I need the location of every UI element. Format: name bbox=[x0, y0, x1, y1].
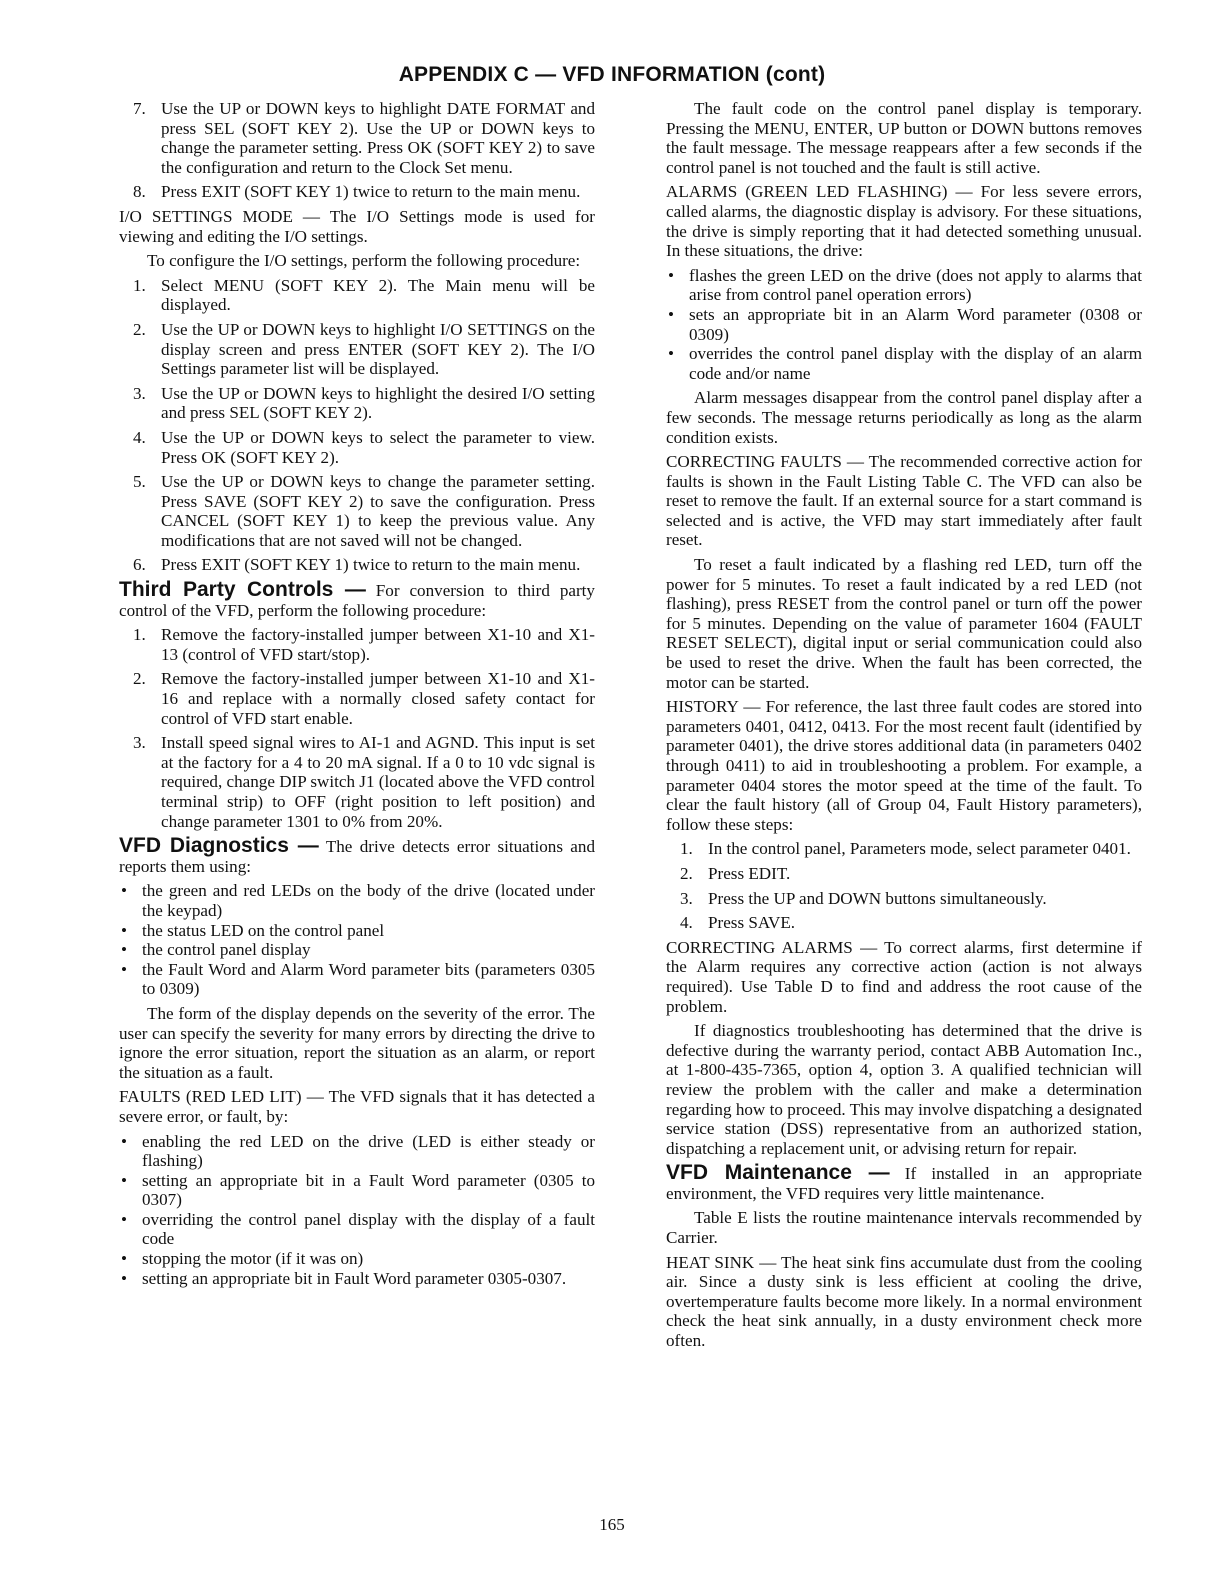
bullet-icon: • bbox=[668, 265, 674, 285]
step-text: In the control panel, Parameters mode, select parameter 0401. bbox=[708, 839, 1131, 859]
list-item bbox=[119, 1269, 595, 1289]
list-item bbox=[119, 1249, 595, 1269]
history-para: HISTORY — For reference, the last three fault codes are stored into parameters 0401, 0412, 0413. For the most recent fault (identified by parameter 0401), the drive stores additional data (in parameters 0402 through 0411) to aid in troubleshooting a problem. For example, a parameter 0404 stores the motor speed at the time of the fault. To clear the fault history (all of Group 04, Fault History parameters), follow these steps: bbox=[666, 697, 1142, 834]
bullet-icon: • bbox=[121, 940, 127, 960]
bullet-icon: • bbox=[668, 304, 674, 324]
list-item bbox=[119, 428, 595, 467]
list-item bbox=[119, 384, 595, 423]
third-party-intro-text: For conversion to third party control of the VFD, perform the following procedure: bbox=[119, 581, 595, 620]
bullet-text: stopping the motor (if it was on) bbox=[142, 1249, 364, 1269]
step-text: Use the UP or DOWN keys to highlight DATE FORMAT and press SEL (SOFT KEY 2). Use the UP or DOWN keys to change the parameter setting. Press OK (SOFT KEY 2) to save the configuration and return to the Clock Set menu. bbox=[161, 99, 595, 177]
third-party-controls-heading: Third Party Controls — bbox=[119, 578, 366, 602]
warranty-para: If diagnostics troubleshooting has determined that the drive is defective during the warranty period, contact ABB Automation Inc., at 1-800-435-7365, option 4, option 3. A qualified technician will review the problem with the caller and make a determination regarding how to proceed. This may involve dispatching a designated service station (DSS) representative from an authorized station, dispatching a replacement unit, or advising return for repair. bbox=[666, 1021, 1142, 1158]
list-item bbox=[119, 921, 595, 941]
bullet-text: the Fault Word and Alarm Word parameter bits (parameters 0305 to 0309) bbox=[142, 959, 595, 999]
fault-bullets bbox=[119, 1132, 595, 1289]
step-text: Press EXIT (SOFT KEY 1) twice to return to the main menu. bbox=[161, 182, 581, 202]
step-text: Install speed signal wires to AI-1 and AGND. This input is set at the factory for a 4 to 20 mA signal. If a 0 to 10 vdc signal is required, change DIP switch J1 (located above the VFD control terminal strip) to OFF (right position to left position) and change parameter 1301 to 0% from 20%. bbox=[161, 733, 595, 831]
step-number: 1. bbox=[133, 625, 146, 645]
alarm-messages-para: Alarm messages disappear from the control panel display after a few seconds. The message returns periodically as long as the alarm condition exists. bbox=[666, 388, 1142, 447]
step-number: 4. bbox=[680, 913, 693, 933]
clock-set-steps bbox=[119, 99, 595, 202]
step-number: 3. bbox=[133, 733, 146, 753]
step-text: Use the UP or DOWN keys to highlight I/O SETTINGS on the display screen and press ENTER (SOFT KEY 2). The I/O Settings parameter list will be displayed. bbox=[161, 319, 595, 379]
step-number: 8. bbox=[133, 182, 146, 202]
list-item bbox=[119, 182, 595, 202]
step-number: 6. bbox=[133, 555, 146, 575]
list-item bbox=[666, 889, 1142, 909]
step-text: Use the UP or DOWN keys to change the parameter setting. Press SAVE (SOFT KEY 2) to save the configuration. Press CANCEL (SOFT KEY 1) to keep the previous value. Any modifications that are not saved will not be changed. bbox=[161, 472, 595, 550]
fault-code-para: The fault code on the control panel display is temporary. Pressing the MENU, ENTER, UP button or DOWN buttons removes the fault message. The message reappears after a few seconds if the control panel is not touched and the fault is still active. bbox=[666, 99, 1142, 177]
step-number: 1. bbox=[680, 839, 693, 859]
faults-para: FAULTS (RED LED LIT) — The VFD signals that it has detected a severe error, or fault, by: bbox=[119, 1087, 595, 1126]
bullet-icon: • bbox=[121, 1209, 127, 1229]
step-text: Remove the factory-installed jumper between X1-10 and X1-16 and replace with a normally closed safety contact for control of VFD start enable. bbox=[161, 669, 595, 728]
list-item bbox=[119, 320, 595, 379]
bullet-text: overriding the control panel display with the display of a fault code bbox=[142, 1209, 595, 1249]
diagnostics-bullets bbox=[119, 881, 595, 999]
list-item bbox=[119, 1132, 595, 1171]
list-item bbox=[119, 733, 595, 831]
io-settings-steps bbox=[119, 276, 595, 575]
step-number: 1. bbox=[133, 275, 146, 295]
correcting-alarms-para: CORRECTING ALARMS — To correct alarms, first determine if the Alarm requires any corrective action (action is not always required). Use Table D to find and address the root cause of the problem. bbox=[666, 937, 1142, 1016]
list-item bbox=[666, 305, 1142, 344]
step-number: 4. bbox=[133, 427, 146, 447]
step-text: Press SAVE. bbox=[708, 913, 796, 933]
list-item bbox=[119, 669, 595, 728]
heat-sink-para: HEAT SINK — The heat sink fins accumulate dust from the cooling air. Since a dusty sink is less efficient at cooling the drive, overtemperature faults become more likely. In a normal environment check the heat sink annually, in a dusty environment check more often. bbox=[666, 1252, 1142, 1351]
vfd-diagnostics-heading: VFD Diagnostics — bbox=[119, 834, 319, 858]
list-item bbox=[666, 266, 1142, 305]
step-number: 2. bbox=[680, 863, 693, 883]
list-item bbox=[119, 472, 595, 550]
step-number: 5. bbox=[133, 472, 146, 492]
bullet-text: overrides the control panel display with the display of an alarm code and/or name bbox=[689, 344, 1142, 383]
page-header: APPENDIX C — VFD INFORMATION (cont) bbox=[398, 63, 826, 86]
vfd-maintenance-heading: VFD Maintenance — bbox=[666, 1161, 890, 1185]
bullet-text: the status LED on the control panel bbox=[142, 920, 385, 940]
diagnostics-intro bbox=[119, 836, 595, 876]
step-text: Use the UP or DOWN keys to select the parameter to view. Press OK (SOFT KEY 2). bbox=[161, 427, 595, 467]
step-text: Press the UP and DOWN buttons simultaneously. bbox=[708, 888, 1047, 908]
bullet-text: the control panel display bbox=[142, 940, 311, 960]
bullet-text: the green and red LEDs on the body of the drive (located under the keypad) bbox=[142, 881, 595, 920]
maintenance-intro bbox=[666, 1163, 1142, 1203]
step-number: 2. bbox=[133, 669, 146, 689]
list-item bbox=[119, 1210, 595, 1249]
third-party-intro bbox=[119, 580, 595, 620]
step-text: Press EDIT. bbox=[708, 863, 791, 883]
table-e-para: Table E lists the routine maintenance intervals recommended by Carrier. bbox=[666, 1208, 1142, 1248]
list-item bbox=[666, 913, 1142, 933]
bullet-icon: • bbox=[121, 1268, 127, 1288]
list-item bbox=[119, 960, 595, 999]
bullet-text: sets an appropriate bit in an Alarm Word parameter (0308 or 0309) bbox=[689, 304, 1142, 344]
list-item bbox=[666, 864, 1142, 884]
bullet-icon: • bbox=[121, 1170, 127, 1190]
list-item bbox=[666, 839, 1142, 859]
list-item bbox=[119, 940, 595, 960]
step-text: Press EXIT (SOFT KEY 1) twice to return to the main menu. bbox=[161, 555, 581, 575]
step-number: 3. bbox=[133, 383, 146, 403]
step-text: Select MENU (SOFT KEY 2). The Main menu will be displayed. bbox=[161, 275, 595, 315]
bullet-icon: • bbox=[121, 959, 127, 979]
io-intro-para: To configure the I/O settings, perform the following procedure: bbox=[147, 251, 581, 271]
list-item bbox=[119, 555, 595, 575]
list-item bbox=[119, 881, 595, 920]
list-item bbox=[666, 344, 1142, 383]
reset-fault-para: To reset a fault indicated by a flashing red LED, turn off the power for 5 minutes. To reset a fault indicated by a red LED (not flashing), press RESET from the control panel or turn off the power for 5 minutes. Depending on the value of parameter 1604 (FAULT RESET SELECT), digital input or serial communication could also be used to reset the drive. When the fault has been corrected, the motor can be started. bbox=[666, 555, 1142, 692]
step-text: Use the UP or DOWN keys to highlight the desired I/O setting and press SEL (SOFT KEY 2). bbox=[161, 383, 595, 423]
step-number: 2. bbox=[133, 319, 146, 339]
history-steps bbox=[666, 839, 1142, 932]
maintenance-intro-text: If installed in an appropriate environment, the VFD requires very little maintenance. bbox=[666, 1164, 1142, 1203]
alarms-para: ALARMS (GREEN LED FLASHING) — For less severe errors, called alarms, the diagnostic display is advisory. For these situations, the drive is simply reporting that it had detected something unusual. In these situations, the drive: bbox=[666, 182, 1142, 261]
correcting-faults-para: CORRECTING FAULTS — The recommended corrective action for faults is shown in the Fault Listing Table C. The VFD can also be reset to remove the fault. If an external source for a start command is selected and is active, the VFD may start immediately after fault reset. bbox=[666, 452, 1142, 550]
bullet-text: enabling the red LED on the drive (LED is either steady or flashing) bbox=[142, 1131, 595, 1171]
bullet-icon: • bbox=[121, 1131, 127, 1151]
bullet-icon: • bbox=[668, 344, 674, 364]
left-column bbox=[119, 99, 595, 1293]
list-item bbox=[119, 276, 595, 315]
diagnostics-intro-text: The drive detects error situations and reports them using: bbox=[119, 837, 595, 876]
page-number: 165 bbox=[599, 1515, 625, 1534]
bullet-text: flashes the green LED on the drive (does not apply to alarms that arise from control panel operation errors) bbox=[689, 265, 1142, 305]
bullet-icon: • bbox=[121, 1249, 127, 1269]
display-form-para: The form of the display depends on the severity of the error. The user can specify the severity for many errors by directing the drive to ignore the error situation, report the situation as an alarm, or report the situation as a fault. bbox=[119, 1003, 595, 1082]
list-item bbox=[119, 99, 595, 177]
step-number: 3. bbox=[680, 888, 693, 908]
bullet-text: setting an appropriate bit in a Fault Word parameter (0305 to 0307) bbox=[142, 1170, 595, 1210]
io-settings-mode-para: I/O SETTINGS MODE — The I/O Settings mode is used for viewing and editing the I/O settings. bbox=[119, 206, 595, 246]
right-column bbox=[666, 99, 1142, 1356]
list-item bbox=[119, 625, 595, 664]
bullet-icon: • bbox=[121, 881, 127, 901]
bullet-text: setting an appropriate bit in Fault Word parameter 0305-0307. bbox=[142, 1268, 567, 1288]
step-number: 7. bbox=[133, 99, 146, 118]
bullet-icon: • bbox=[121, 920, 127, 940]
third-party-steps bbox=[119, 625, 595, 831]
list-item bbox=[119, 1171, 595, 1210]
alarm-bullets bbox=[666, 266, 1142, 384]
step-text: Remove the factory-installed jumper between X1-10 and X1-13 (control of VFD start/stop). bbox=[161, 625, 595, 664]
